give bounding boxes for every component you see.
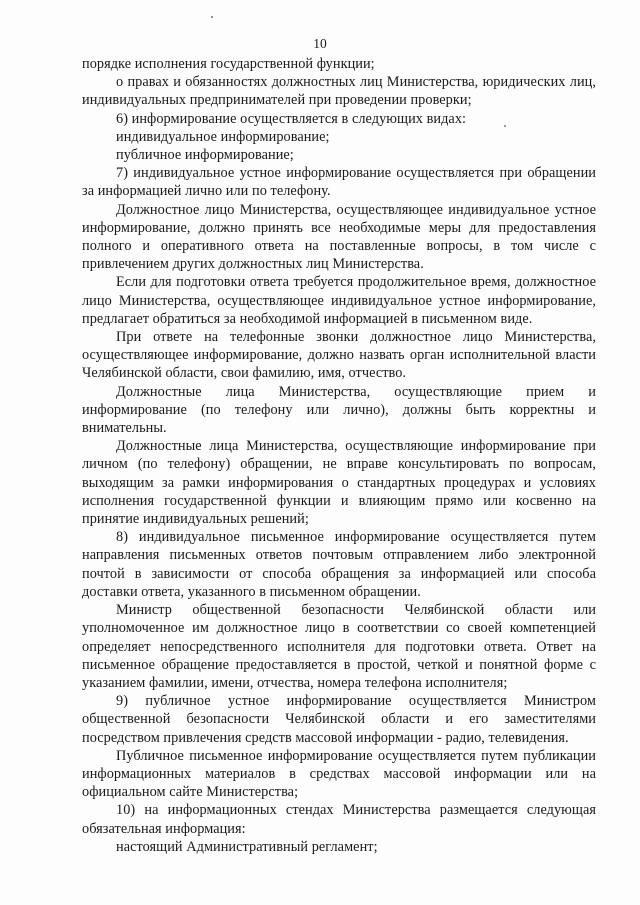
paragraph-2: о правах и обязанностях должностных лиц Министерства, юридических лиц, индивидуальных предпринимателей при проведении проверки; (82, 74, 596, 109)
scan-speck (504, 125, 506, 127)
paragraph-15: Публичное письменное информирование осуществляется путем публикации информационных материалов в средствах массовой информации или на официальном сайте Министерства; (82, 747, 596, 801)
paragraph-3: 6) информирование осуществляется в следующих видах: (116, 110, 467, 127)
paragraph-17: настоящий Административный регламент; (116, 838, 378, 855)
paragraph-6: 7) индивидуальное устное информирование осуществляется при обращении за информацией лично или по телефону. (82, 165, 596, 200)
scan-speck (211, 16, 213, 18)
paragraph-13: Министр общественной безопасности Челябинской области или уполномоченное им должностное лицо в соответствии со своей компетенцией определяет непосредственного исполнителя для подготовки ответа. Ответ на письменное обращение предоставляется в простой, четкой и понятной форме с указанием фамилии, имени, отчества, номера телефона исполнителя; (82, 602, 596, 691)
document-body (82, 55, 596, 856)
paragraph-12: 8) индивидуальное письменное информирование осуществляется путем направления письменных ответов почтовым отправлением либо электронной почтой в зависимости от способа обращения за информацией или способа доставки ответа, указанного в письменном обращении. (82, 529, 596, 600)
paragraph-7: Должностное лицо Министерства, осуществляющее индивидуальное устное информирование, должно принять все необходимые меры для предоставления полного и оперативного ответа на поставленные вопросы, в том числе с привлечением других должностных лиц Министерства. (82, 201, 596, 273)
paragraph-9: При ответе на телефонные звонки должностное лицо Министерства, осуществляющее информирование, должно назвать орган исполнительной власти Челябинской области, свои фамилию, имя, отчество. (82, 329, 596, 382)
paragraph-1: порядке исполнения государственной функции; (82, 56, 375, 72)
paragraph-5: публичное информирование; (116, 147, 294, 164)
paragraph-16: 10) на информационных стендах Министерства размещается следующая обязательная информация: (82, 802, 596, 837)
paragraph-11: Должностные лица Министерства, осуществляющие информирование при личном (по телефону) обращении, не вправе консультировать по вопросам, выходящим за рамки информирования о стандартных процедурах и условиях исполнения государственной функции и влияющим прямо или косвенно на принятие индивидуальных решений; (82, 438, 596, 528)
paragraph-8: Если для подготовки ответа требуется продолжительное время, должностное лицо Министерства, осуществляющее индивидуальное устное информирование, предлагает обратиться за необходимой информацией в письменном виде. (82, 274, 596, 327)
page-number: 10 (313, 36, 327, 51)
paragraph-10: Должностные лица Министерства, осуществляющие прием и информирование (по телефону или лично), должны быть корректны и внимательны. (82, 383, 596, 437)
paragraph-4: индивидуальное информирование; (116, 128, 330, 145)
paragraph-14: 9) публичное устное информирование осуществляется Министром общественной безопасности Челябинской области и его заместителями посредством привлечения средств массовой информации - радио, телевидения. (82, 693, 596, 746)
